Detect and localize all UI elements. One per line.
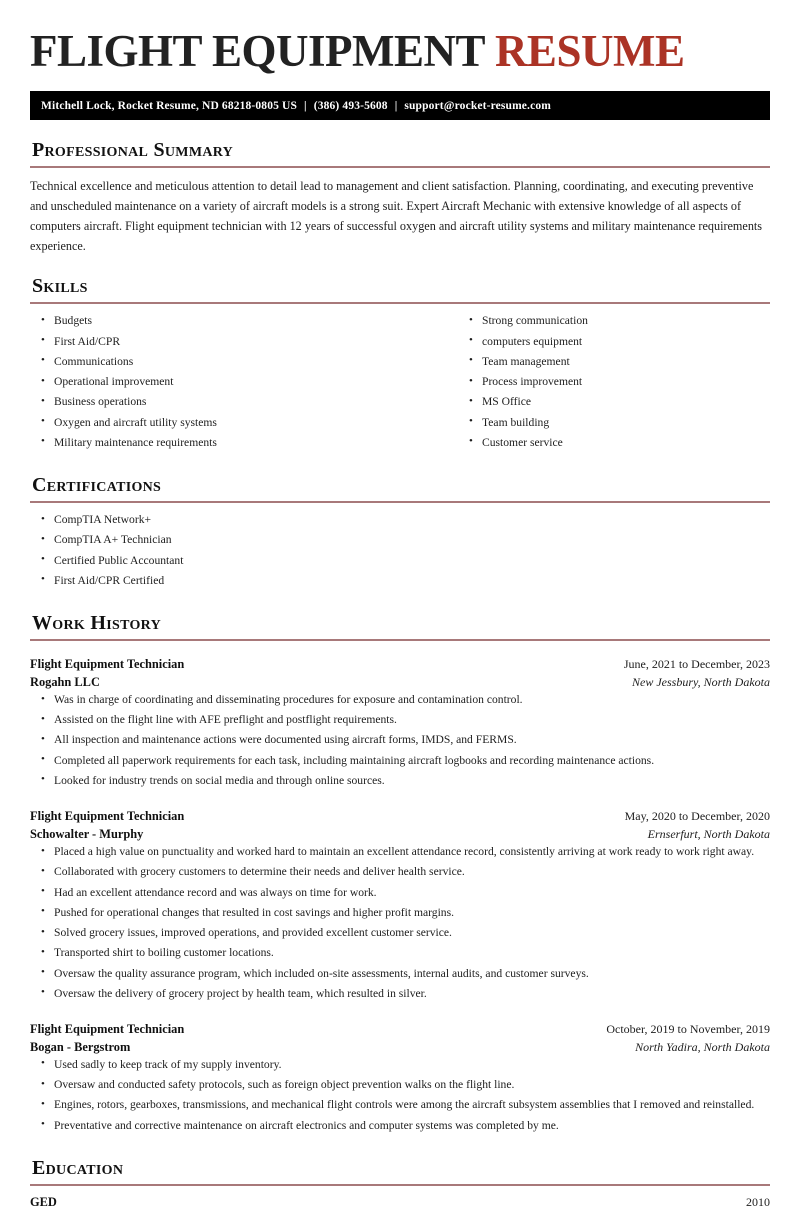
list-item: • Completed all paperwork requirements for each task, including maintaining aircraft logbooks and recording maintenance actions. <box>54 753 770 773</box>
skills-list-right <box>458 313 770 455</box>
list-item: • Transported shirt to boiling customer locations. <box>54 945 770 965</box>
section-work-history <box>30 612 770 1138</box>
section-skills <box>30 275 770 455</box>
section-heading-certifications: Certifications <box>32 474 162 497</box>
section-divider <box>30 1184 770 1186</box>
contact-separator-2: | <box>394 99 398 112</box>
contact-phone[interactable]: (386) 493-5608 <box>313 99 388 112</box>
page-title-main: FLIGHT EQUIPMENT <box>30 26 495 76</box>
list-item: • Assisted on the flight line with AFE preflight and postflight requirements. <box>54 712 770 732</box>
education-degree: GED <box>30 1194 57 1209</box>
work-history-entry <box>30 808 770 1006</box>
list-item: • computers equipment <box>482 334 770 354</box>
list-item: • Communications <box>54 354 400 374</box>
list-item: • Engines, rotors, gearboxes, transmissions, and mechanical flight controls were among the aircraft subsystem assemblies that I removed and reinstalled. <box>54 1097 770 1117</box>
contact-address: Mitchell Lock, Rocket Resume, ND 68218-0805 US <box>41 99 298 112</box>
skills-column-left <box>30 313 400 455</box>
job-dates: May, 2020 to December, 2020 <box>624 809 770 824</box>
list-item: • Used sadly to keep track of my supply inventory. <box>54 1057 770 1077</box>
page-title-accent: RESUME <box>494 26 685 76</box>
job-location: Ernserfurt, North Dakota <box>647 827 770 842</box>
list-item: • Solved grocery issues, improved operations, and provided excellent customer service. <box>54 925 770 945</box>
list-item: • First Aid/CPR Certified <box>54 573 770 593</box>
job-header-row <box>30 808 770 826</box>
job-header-row <box>30 1021 770 1039</box>
section-heading-work-history: Work History <box>32 612 161 635</box>
section-heading-education: Education <box>32 1156 124 1179</box>
certifications-list <box>30 512 770 593</box>
list-item: • Customer service <box>482 435 770 455</box>
contact-line <box>41 100 551 112</box>
job-location: New Jessbury, North Dakota <box>632 675 770 690</box>
list-item: • Business operations <box>54 394 400 414</box>
work-history-entry <box>30 656 770 793</box>
list-item: • Placed a high value on punctuality and worked hard to maintain an excellent attendance record, consistently arriving at work ready to work right away. <box>54 844 770 864</box>
list-item: • Budgets <box>54 313 400 333</box>
list-item: • Had an excellent attendance record and was always on time for work. <box>54 885 770 905</box>
job-bullets <box>30 1057 770 1138</box>
job-subheader-row <box>30 674 770 692</box>
list-item: • First Aid/CPR <box>54 334 400 354</box>
list-item: • Strong communication <box>482 313 770 333</box>
contact-bar <box>30 91 770 120</box>
job-title: Flight Equipment Technician <box>30 809 185 824</box>
list-item: • Operational improvement <box>54 374 400 394</box>
list-item: • Military maintenance requirements <box>54 435 400 455</box>
page-title <box>30 0 770 76</box>
job-subheader-row <box>30 1039 770 1057</box>
list-item: • Preventative and corrective maintenance on aircraft electronics and computer systems was completed by me. <box>54 1118 770 1138</box>
list-item: • Looked for industry trends on social media and through online sources. <box>54 773 770 793</box>
list-item: • Team building <box>482 415 770 435</box>
list-item: • Was in charge of coordinating and disseminating procedures for exposure and contamination control. <box>54 692 770 712</box>
contact-separator-1: | <box>304 99 307 112</box>
section-divider <box>30 166 770 168</box>
education-entry <box>30 1195 770 1210</box>
list-item: • MS Office <box>482 394 770 414</box>
job-dates: October, 2019 to November, 2019 <box>606 1022 770 1037</box>
section-divider <box>30 639 770 641</box>
section-divider <box>30 302 770 304</box>
education-year: 2010 <box>746 1194 770 1209</box>
job-location: North Yadira, North Dakota <box>635 1040 770 1054</box>
job-bullets <box>30 844 770 1006</box>
list-item: • All inspection and maintenance actions were documented using aircraft forms, IMDS, and FERMS. <box>54 732 770 752</box>
section-heading-skills: Skills <box>32 275 88 298</box>
job-company: Bogan - Bergstrom <box>30 1040 131 1054</box>
section-education <box>30 1157 770 1210</box>
list-item: • Certified Public Accountant <box>54 553 770 573</box>
list-item: • Oxygen and aircraft utility systems <box>54 415 400 435</box>
job-subheader-row <box>30 826 770 844</box>
list-item: • Oversaw and conducted safety protocols, such as foreign object prevention walks on the flight line. <box>54 1077 770 1097</box>
list-item: • CompTIA A+ Technician <box>54 532 770 552</box>
skills-column-right <box>400 313 770 455</box>
list-item: • Oversaw the delivery of grocery project by health team, which resulted in silver. <box>54 986 770 1006</box>
job-header-row <box>30 656 770 674</box>
section-heading-summary: Professional Summary <box>32 139 234 162</box>
section-professional-summary <box>30 139 770 256</box>
job-dates: June, 2021 to December, 2023 <box>623 657 770 672</box>
section-divider <box>30 501 770 503</box>
section-certifications <box>30 474 770 593</box>
list-item: • Collaborated with grocery customers to determine their needs and deliver health service. <box>54 864 770 884</box>
list-item: • CompTIA Network+ <box>54 512 770 532</box>
skills-list-left <box>30 313 400 455</box>
summary-text: Technical excellence and meticulous attention to detail lead to management and client satisfaction. Planning, coordinating, and executing preventive and unscheduled maintenance on a variety of aircraft models is a strong suit. Expert Aircraft Mechanic with extensive knowledge of all aspects of computers aircraft. Flight equipment technician with 12 years of successful oxygen and aircraft utility systems and military maintenance requirements experience. <box>30 179 763 253</box>
contact-email[interactable]: support@rocket-resume.com <box>404 99 551 112</box>
list-item: • Process improvement <box>482 374 770 394</box>
job-company: Rogahn LLC <box>30 675 100 690</box>
job-title: Flight Equipment Technician <box>30 1022 185 1037</box>
job-bullets <box>30 692 770 793</box>
list-item: • Pushed for operational changes that resulted in cost savings and higher profit margins. <box>54 905 770 925</box>
list-item: • Team management <box>482 354 770 374</box>
skills-columns <box>30 313 770 455</box>
job-company: Schowalter - Murphy <box>30 827 144 842</box>
job-title: Flight Equipment Technician <box>30 657 185 672</box>
list-item: • Oversaw the quality assurance program, which included on-site assessments, internal audits, and customer surveys. <box>54 966 770 986</box>
work-history-entry <box>30 1021 770 1138</box>
